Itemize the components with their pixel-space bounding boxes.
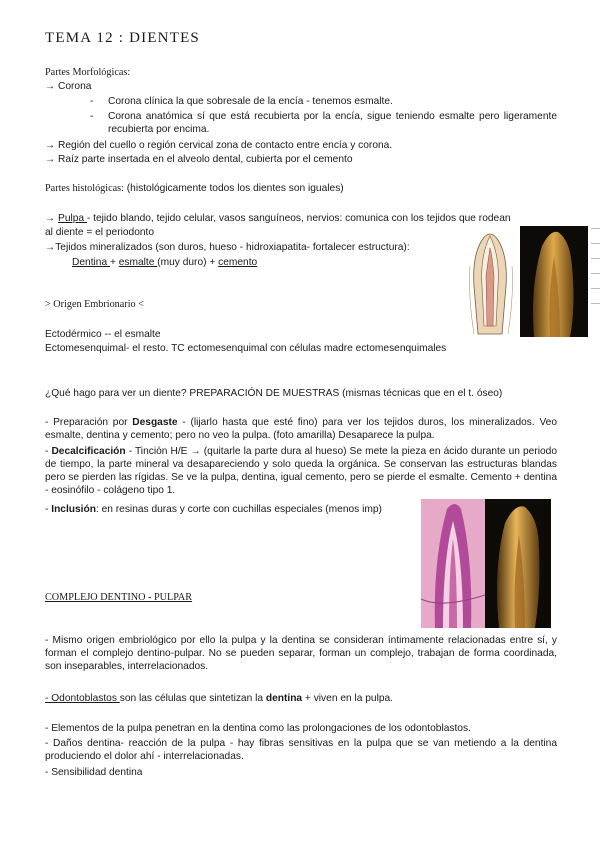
corona-clinica: Corona clínica la que sobresale de la encía - tenemos esmalte.: [108, 96, 393, 107]
odonto-text: son las células que sintetizan la: [119, 693, 266, 704]
plus: +: [109, 257, 119, 268]
hist-heading-line: [45, 182, 344, 195]
decal-text: - Tinción H/E → (quitarle la parte dura al hueso) Se mete la pieza en ácido durante un periodo de tiempo, la parte mineral va desapareciendo y solo queda la orgánica. Se conservan las estructuras blandas pero se pierden las rígidas. Se ve la pulpa, dentina, igual cemento, pero se pierde el esmalte. Cemento + dentina - eosinófilo - colágeno tipo 1.: [45, 446, 557, 496]
page-title: TEMA 12 : DIENTES: [45, 30, 200, 46]
sensibilidad-line: - Sensibilidad dentina: [45, 767, 143, 778]
hist-note: (histológicamente todos los dientes son iguales): [123, 183, 344, 194]
inclusion-line: [45, 503, 382, 516]
inclusion-text: : en resinas duras y corte con cuchillas especiales (menos imp): [95, 504, 382, 515]
tooth-ground-section-image: [520, 226, 588, 337]
tooth-diagram-image: [460, 226, 522, 336]
tejidos-line: →Tejidos mineralizados (son duros, hueso - hidroxiapatita- fortalecer estructura):: [45, 242, 410, 253]
bullet-dash: -: [90, 96, 94, 107]
decal-term: Decalcificación: [51, 446, 126, 457]
cemento-term: cemento: [218, 257, 258, 268]
pulpa-label: Pulpa: [58, 213, 87, 224]
ectodermico: Ectodérmico -- el esmalte: [45, 329, 161, 340]
pulpa-text: - tejido blando, tejido celular, vasos sanguíneos, nervios: comunica con los tejidos que rodean: [86, 213, 511, 224]
odontoblastos-term: - Odontoblastos: [45, 693, 120, 704]
duro-note: (muy duro) +: [157, 257, 219, 268]
image-labels: [591, 226, 600, 326]
dash: -: [45, 504, 52, 515]
tejidos-list: [72, 256, 257, 269]
desgaste-paragraph: [45, 416, 557, 442]
raiz-line: → Raíz parte insertada en el alveolo dental, cubierta por el cemento: [45, 154, 353, 165]
hist-heading: Partes histológicas:: [45, 183, 124, 194]
pulpa-line-2: al diente = el periodonto: [45, 227, 155, 238]
desgaste-text: - (lijarlo hasta que esté fino) para ver los tejidos duros, los mineralizados. Veo esmalte, dentina y cemento; pero no veo la pulpa. (foto amarilla) Desaparece la pulpa.: [45, 417, 558, 441]
dentina-bold: dentina: [265, 693, 303, 704]
dentina-term: Dentina: [72, 257, 110, 268]
dash: - Preparación por: [45, 417, 133, 428]
complejo-paragraph: - Mismo origen embriológico por ello la pulpa y la dentina se consideran íntimamente relacionadas entre sí, y forman el complejo dentino-pulpar. No se pueden separar, forman un complejo, trabajan de forma coordinada, son inseparables, interrelacionados.: [45, 635, 557, 672]
bullet-dash: -: [90, 111, 94, 122]
danos-paragraph: - Daños dentina- reacción de la pulpa - hay fibras sensitivas en la pulpa que se van metiendo a la dentina produciendo el dolor ahí - interrelacionadas.: [45, 738, 557, 762]
odontoblastos-line: [45, 692, 393, 705]
desgaste-term: Desgaste: [132, 417, 178, 428]
prep-question: ¿Qué hago para ver un diente? PREPARACIÓN DE MUESTRAS (mismas técnicas que en el t. óseo): [45, 388, 503, 399]
complejo-heading: COMPLEJO DENTINO - PULPAR: [45, 592, 193, 603]
dash: -: [45, 446, 52, 457]
ectomesenquimal: Ectomesenquimal- el resto. TC ectomesenquimal con células madre ectomesenquimales: [45, 343, 447, 354]
corona-line: → Corona: [45, 81, 92, 92]
cuello-line: → Región del cuello o región cervical zona de contacto entre encía y corona.: [45, 140, 393, 151]
morf-heading: Partes Morfológicas:: [45, 67, 131, 78]
tooth-ground-section-image-2: [485, 499, 551, 628]
decal-paragraph: [45, 445, 557, 497]
esmalte-term: esmalte: [118, 257, 158, 268]
arrow: →: [45, 213, 59, 224]
origen-heading: > Origen Embrionario <: [45, 299, 144, 310]
inclusion-term: Inclusión: [51, 504, 96, 515]
elementos-line: - Elementos de la pulpa penetran en la dentina como las prolongaciones de los odontoblastos.: [45, 723, 471, 734]
pulpa-line: [45, 212, 511, 225]
odonto-text-2: + viven en la pulpa.: [302, 693, 393, 704]
tooth-he-stain-image: [421, 499, 485, 628]
corona-anatomica: Corona anatómica sí que está recubierta por la encía, sigue teniendo esmalte pero ligeramente recubierta por encima.: [108, 111, 557, 135]
